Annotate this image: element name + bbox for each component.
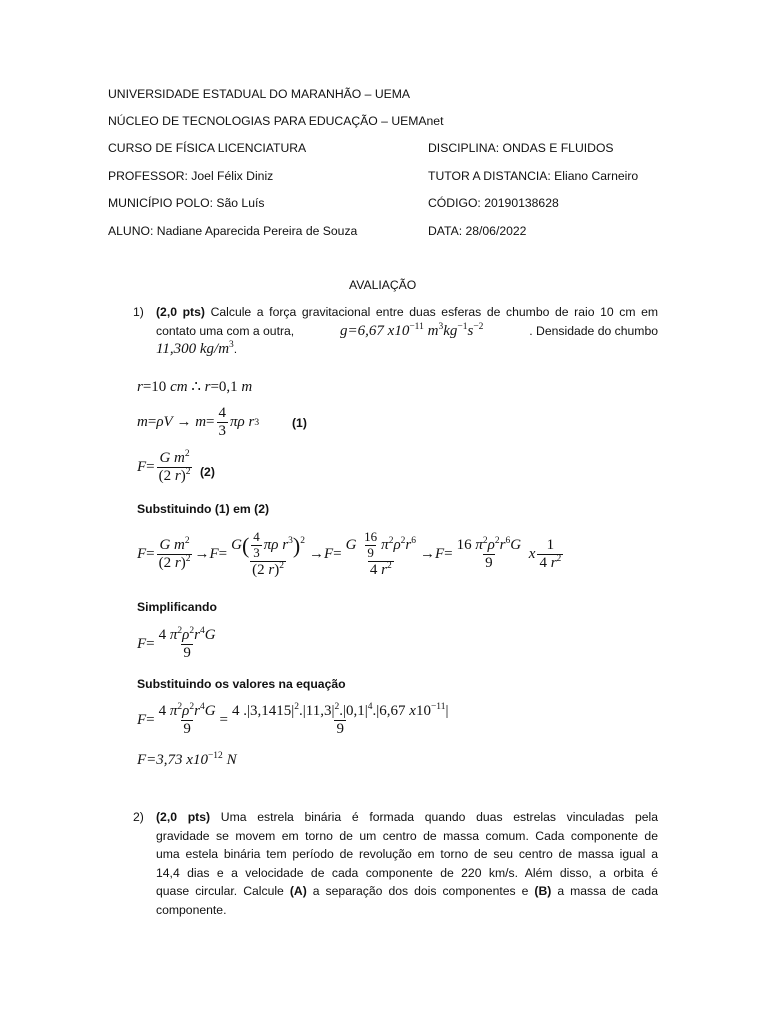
eq-with-values: F = $\frac{4 \pi^2\rho^2r^4G}{9}$ = $\frac{4 .|3,1415|^2.|11,3|^2.|0,1|^4.|6,67 x10^{-11}|}{9}$ xyxy=(137,702,449,738)
header-student: ALUNO: Nadiane Aparecida Pereira de Souza xyxy=(108,224,358,238)
eq-radius: r=10 cm ∴ r=0,1 m xyxy=(137,379,253,395)
eq-label-1: (1) xyxy=(292,416,307,430)
eq-substitution-chain: F = $\frac{G m^2}{(2 r)^2}$ → F = G( $\frac{4}{3}$ πρ $r^3)^2$ (2 r)$^2$ → F = G $\frac{16}{9}$ $\pi^2\rho^2r^6$ 4 $r^2$ → F = $\frac{16 \pi^2\rho^2r^6G}{9}$ x $\frac{1}{4 r^2}$ xyxy=(137,529,562,578)
header-professor: PROFESSOR: Joel Félix Diniz xyxy=(108,169,274,183)
eq-mass: m = ρV → m = $\frac{4}{3}$ πρ r 3 xyxy=(137,405,260,440)
header-course: CURSO DE FÍSICA LICENCIATURA xyxy=(108,141,307,155)
header-city: MUNICÍPIO POLO: São Luís xyxy=(108,196,265,210)
q1-text-c: . Densidade do chumbo xyxy=(529,323,658,338)
step-simplify: Simplificando xyxy=(137,600,217,614)
page-title: AVALIAÇÃO xyxy=(349,278,417,292)
q1-text-a: Calcule a força gravitacional entre duas esferas de chumbo de raio 10 cm em xyxy=(210,305,658,319)
step-substitute: Substituindo (1) em (2) xyxy=(137,502,270,516)
header-code: CÓDIGO: 20190138628 xyxy=(428,196,559,210)
eq-label-2: (2) xyxy=(200,465,215,479)
q2-points: (2,0 pts) xyxy=(156,810,211,824)
q2-statement: (2,0 pts) Uma estrela binária é formada quando duas estrelas vinculadas pela gravidade se movem em torno de um centro de massa comum. Cada componente de uma estela binária tem período de revolução em torno de seu centro de massa igual a 14,4 dias e a velocidade de cada componente de 220 km/s. Além disso, a orbita é quase circular. Calcule (A) a separação dos dois componentes e (B) a massa de cada componente. xyxy=(156,810,658,917)
eq-simplified: F = $\frac{4 \pi^2\rho^2r^4G}{9}$ xyxy=(137,626,216,662)
header-discipline: DISCIPLINA: ONDAS E FLUIDOS xyxy=(428,141,614,155)
eq-force-base: F = $\frac{G m^2}{(2 r)^2}$ xyxy=(137,449,191,485)
q1-statement: (2,0 pts) Calcule a força gravitacional entre duas esferas de chumbo de raio 10 cm em contato uma com a outra, g=6,67 $x10^{-11}$ $m^3kg^{-1}s^{-2}$ . Densidade do chumbo 11,300 $kg/m^3$. xyxy=(156,305,658,357)
q1-text-b: contato uma com a outra, xyxy=(156,323,295,338)
header-nucleus: NÚCLEO DE TECNOLOGIAS PARA EDUCAÇÃO – UEMAnet xyxy=(108,114,444,128)
q1-density: 11,300 $kg/m^3$ xyxy=(156,340,234,357)
q2-number: 2) xyxy=(133,810,144,824)
q1-number: 1) xyxy=(133,305,144,319)
q1-gravity-constant: g=6,67 $x10^{-11}$ $m^3kg^{-1}s^{-2}$ xyxy=(340,321,484,339)
eq-result: F=3,73 $x10^{-12}$ N xyxy=(137,751,237,768)
q1-points: (2,0 pts) xyxy=(156,305,205,319)
header-tutor: TUTOR A DISTANCIA: Eliano Carneiro xyxy=(428,169,639,183)
header-date: DATA: 28/06/2022 xyxy=(428,224,527,238)
header-university: UNIVERSIDADE ESTADUAL DO MARANHÃO – UEMA xyxy=(108,87,411,101)
step-values: Substituindo os valores na equação xyxy=(137,677,346,691)
